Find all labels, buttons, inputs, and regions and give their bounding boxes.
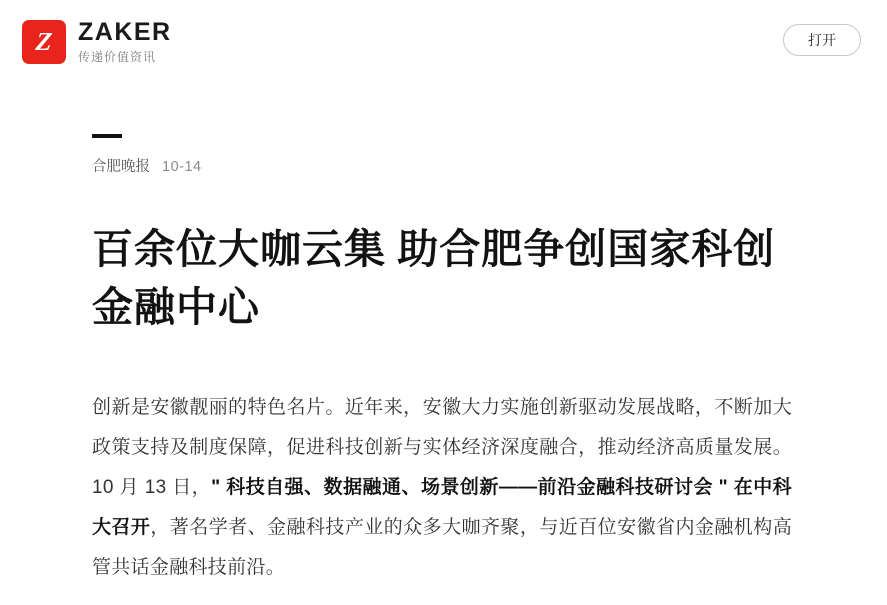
article-paragraph: [92, 388, 792, 587]
article-body: [0, 134, 887, 588]
brand-logo[interactable]: [22, 19, 172, 64]
logo-letter: Z: [34, 27, 54, 56]
open-app-button[interactable]: 打开: [783, 24, 861, 56]
title-divider: [92, 134, 122, 138]
paragraph-part-2: ，著名学者、金融科技产业的众多大咖齐聚，与近百位安徽省内金融机构高管共话金融科技前沿。: [92, 517, 793, 578]
page-title: 百余位大咖云集 助合肥争创国家科创金融中心: [92, 226, 776, 331]
article-source: 合肥晚报: [92, 159, 150, 175]
brand-name: ZAKER: [78, 18, 172, 47]
article-meta: [92, 155, 792, 176]
site-header: [0, 0, 887, 84]
paragraph-highlight: " 科技自强、数据融通、场景创新——前沿金融科技研讨会 " 在中科大召开: [92, 477, 792, 539]
zaker-logo-icon: [22, 20, 66, 64]
article-date: 10-14: [162, 159, 202, 175]
paragraph-part-1: 创新是安徽靓丽的特色名片。近年来，安徽大力实施创新驱动发展战略，不断加大政策支持及制度保障，促进科技创新与实体经济深度融合，推动经济高质量发展。10 月 13 日，: [92, 397, 792, 499]
brand-slogan: 传递价值资讯: [78, 49, 157, 64]
brand-text: [78, 19, 172, 64]
